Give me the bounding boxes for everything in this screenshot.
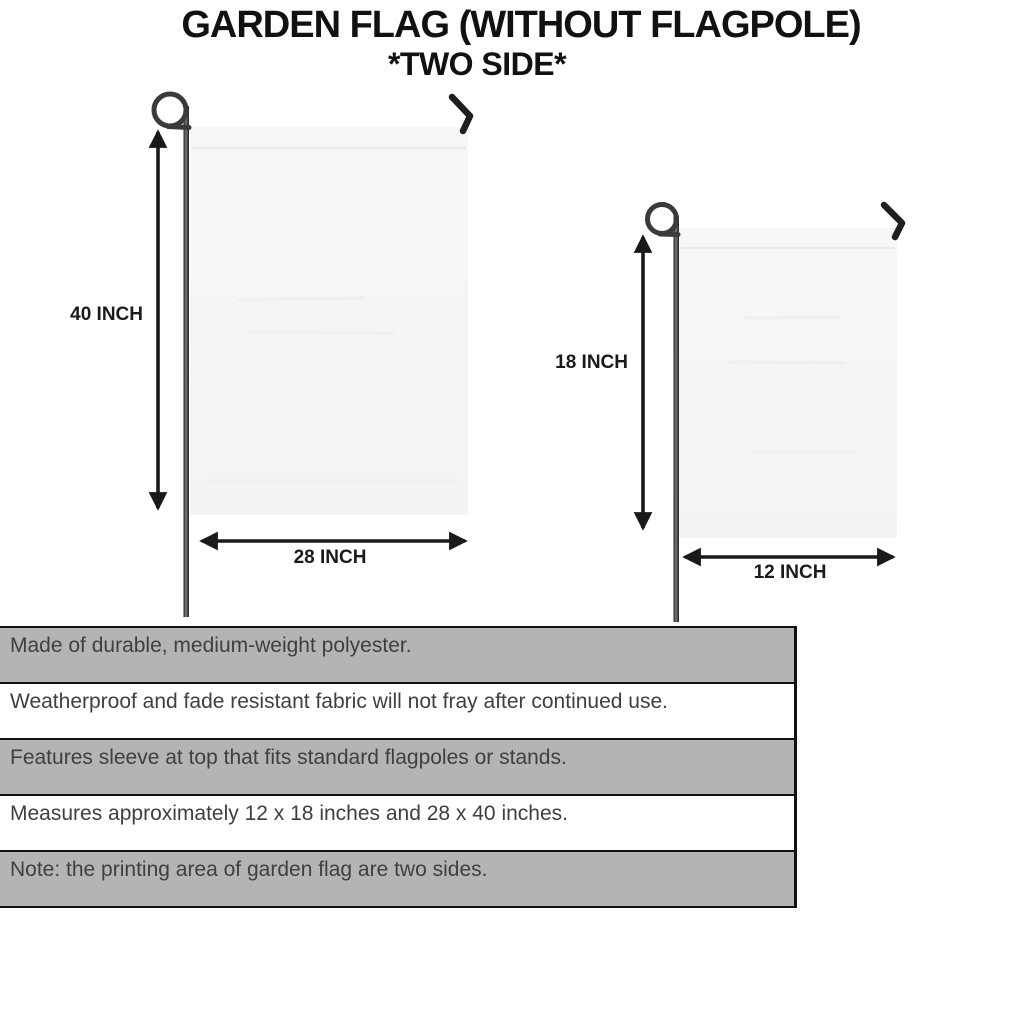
small-flagpole	[674, 216, 680, 622]
small-flagpole-loop-base	[660, 234, 678, 235]
small-flag-wrinkle	[730, 362, 845, 363]
large-flag	[154, 94, 470, 617]
large-flag-hook-icon	[452, 97, 470, 131]
small-flag-wrinkle	[745, 317, 840, 318]
large-flag-wrinkle	[248, 332, 395, 333]
feature-row-text: Note: the printing area of garden flag are two sides.	[10, 858, 488, 881]
feature-row-text: Features sleeve at top that fits standard flagpoles or stands.	[10, 746, 567, 769]
feature-row-text: Weatherproof and fade resistant fabric will not fray after continued use.	[10, 690, 668, 713]
page-title: GARDEN FLAG (WITHOUT FLAGPOLE)	[181, 4, 861, 46]
small-flagpole-loop-icon	[648, 205, 677, 234]
feature-row	[0, 684, 794, 740]
large-flagpole-loop-icon	[154, 94, 186, 126]
large-flag-height-label: 40 INCH	[70, 304, 143, 325]
small-flag	[643, 205, 902, 623]
feature-row	[0, 740, 794, 796]
large-flagpole-loop-base	[168, 127, 189, 128]
features-table	[0, 626, 797, 908]
large-flag-width-label: 28 INCH	[293, 547, 367, 568]
large-flagpole	[184, 106, 190, 617]
large-flag-wrinkle	[238, 298, 365, 300]
small-flag-height-label: 18 INCH	[555, 352, 628, 373]
feature-row-text: Measures approximately 12 x 18 inches and 28 x 40 inches.	[10, 802, 568, 825]
feature-row-text: Made of durable, medium-weight polyester.	[10, 634, 412, 657]
feature-row	[0, 628, 794, 684]
small-flag-fabric	[679, 228, 897, 538]
small-flag-width-label: 12 INCH	[753, 562, 827, 583]
page-subtitle: *TWO SIDE*	[387, 46, 567, 82]
large-flag-fabric	[190, 127, 468, 515]
feature-row	[0, 852, 794, 908]
feature-row	[0, 796, 794, 852]
